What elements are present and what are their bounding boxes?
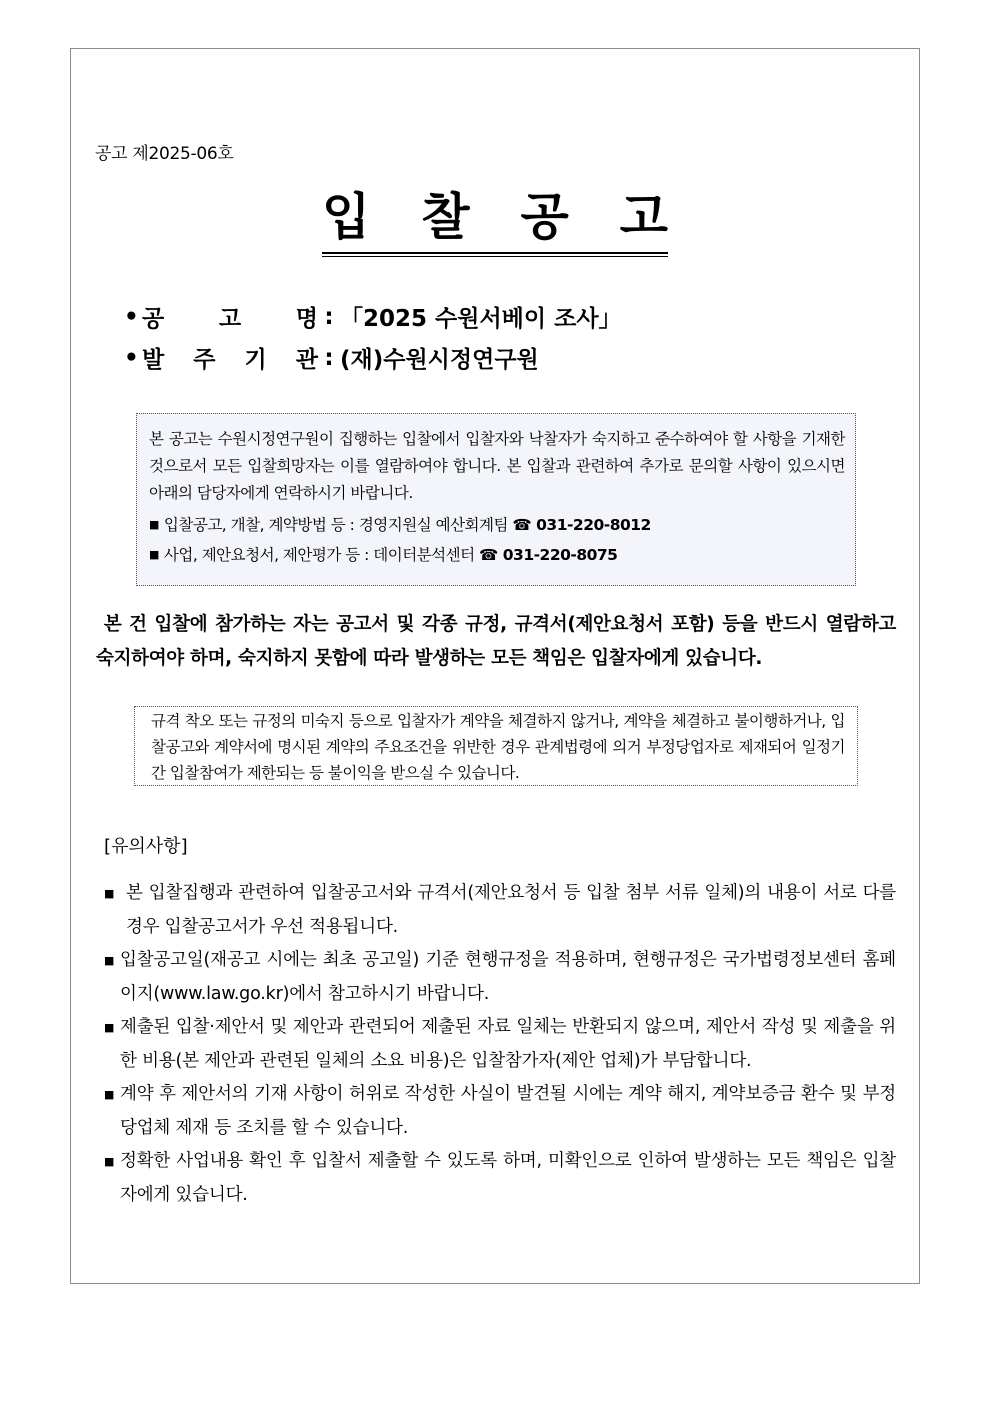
contact-phone: ☎ 031-220-8075 — [479, 546, 618, 564]
meta-ordering-org — [124, 341, 539, 374]
warning-text — [96, 608, 896, 676]
contact-phone: ☎ 031-220-8012 — [512, 516, 651, 534]
meta-label-char: 주 — [193, 347, 216, 373]
list-item-text: 본 입찰집행과 관련하여 입찰공고서와 규격서(제안요청서 등 입찰 첨부 서류 일체)의 내용이 서로 다를 경우 입찰공고서가 우선 적용됩니다. — [126, 883, 896, 937]
page-title — [322, 186, 668, 257]
caution-list — [104, 877, 896, 1212]
meta-label-char: 관 — [295, 347, 318, 373]
meta-value: 「2025 수원서베이 조사」 — [340, 306, 622, 332]
info-paragraph: 본 공고는 수원시정연구원이 집행하는 입찰에서 입찰자와 낙찰자가 숙지하고 준수하여야 할 사항을 기재한 것으로서 모든 입찰희망자는 이를 열람하여야 합니다. 본 입찰과 관련하여 추가로 문의할 사항이 있으시면 아래의 담당자에게 연락하시기 바랍니다. — [149, 430, 845, 502]
contact-label: 사업, 제안요청서, 제안평가 등 : 데이터분석센터 — [163, 546, 475, 564]
list-item — [104, 944, 896, 1011]
list-item-text: 입찰공고일(재공고 시에는 최초 공고일) 기준 현행규정을 적용하며, 현행규정은 국가법령정보센터 홈페이지(www.law.go.kr)에서 참고하시기 바랍니다. — [120, 950, 896, 1004]
list-item — [104, 1078, 896, 1145]
penalty-box: 규격 착오 또는 규정의 미숙지 등으로 입찰자가 계약을 체결하지 않거나, 계약을 체결하고 불이행하거나, 입찰공고와 계약서에 명시된 계약의 주요조건을 위반한 경우 관계법령에 의거 부정당업자로 제재되어 일정기간 입찰참여가 제한되는 등 불이익을 받으실 수 있습니다. — [134, 706, 858, 786]
meta-notice-name — [124, 300, 622, 333]
title-char: 입 — [322, 188, 371, 246]
bullet-dot: • — [124, 303, 139, 330]
square-bullet-icon: ■ — [104, 887, 115, 900]
contact-list — [149, 510, 845, 570]
meta-colon: : — [324, 303, 334, 330]
meta-label-char: 기 — [244, 347, 267, 373]
square-bullet-icon: ■ — [104, 1088, 115, 1101]
list-item — [104, 877, 896, 944]
square-bullet-icon: ■ — [149, 518, 159, 531]
meta-label — [142, 300, 318, 333]
title-char: 고 — [619, 188, 668, 246]
notice-number: 공고 제2025-06호 — [95, 144, 234, 164]
square-bullet-icon: ■ — [104, 1021, 115, 1034]
warning-body: 본 건 입찰에 참가하는 자는 공고서 및 각종 규정, 규격서(제안요청서 포함) 등을 반드시 열람하고 숙지하여야 하며, 숙지하지 못함에 따라 발생하는 모든 책임은 입찰자에게 있습니다. — [96, 614, 896, 669]
meta-colon: : — [324, 344, 334, 371]
square-bullet-icon: ■ — [104, 954, 115, 967]
list-item — [104, 1145, 896, 1212]
meta-label — [142, 341, 318, 374]
meta-label-char: 고 — [218, 306, 242, 332]
title-char: 찰 — [421, 188, 470, 246]
meta-label-char: 발 — [142, 347, 165, 373]
square-bullet-icon: ■ — [104, 1155, 115, 1168]
list-item-text: 제출된 입찰·제안서 및 제안과 관련되어 제출된 자료 일체는 반환되지 않으며, 제안서 작성 및 제출을 위한 비용(본 제안과 관련된 일체의 소요 비용)은 입찰참가자(제안 업체)가 부담합니다. — [120, 1017, 896, 1071]
square-bullet-icon: ■ — [149, 548, 159, 561]
list-item-text: 정확한 사업내용 확인 후 입찰서 제출할 수 있도록 하며, 미확인으로 인하여 발생하는 모든 책임은 입찰자에게 있습니다. — [120, 1151, 896, 1205]
contact-label: 입찰공고, 개찰, 계약방법 등 : 경영지원실 예산회계팀 — [163, 516, 508, 534]
title-underline-thin — [322, 256, 668, 257]
contact-item — [149, 510, 845, 540]
caution-title: [유의사항] — [104, 836, 188, 857]
title-char: 공 — [520, 188, 569, 246]
title-underline — [322, 252, 668, 254]
meta-label-char: 공 — [142, 306, 165, 332]
list-item — [104, 1011, 896, 1078]
bullet-dot: • — [124, 344, 139, 371]
list-item-text: 계약 후 제안서의 기재 사항이 허위로 작성한 사실이 발견될 시에는 계약 해지, 계약보증금 환수 및 부정당업체 제재 등 조치를 할 수 있습니다. — [120, 1084, 896, 1138]
meta-label-char: 명 — [295, 306, 318, 332]
meta-value: (재)수원시정연구원 — [340, 347, 539, 373]
contact-item — [149, 540, 845, 570]
info-box — [136, 413, 856, 586]
